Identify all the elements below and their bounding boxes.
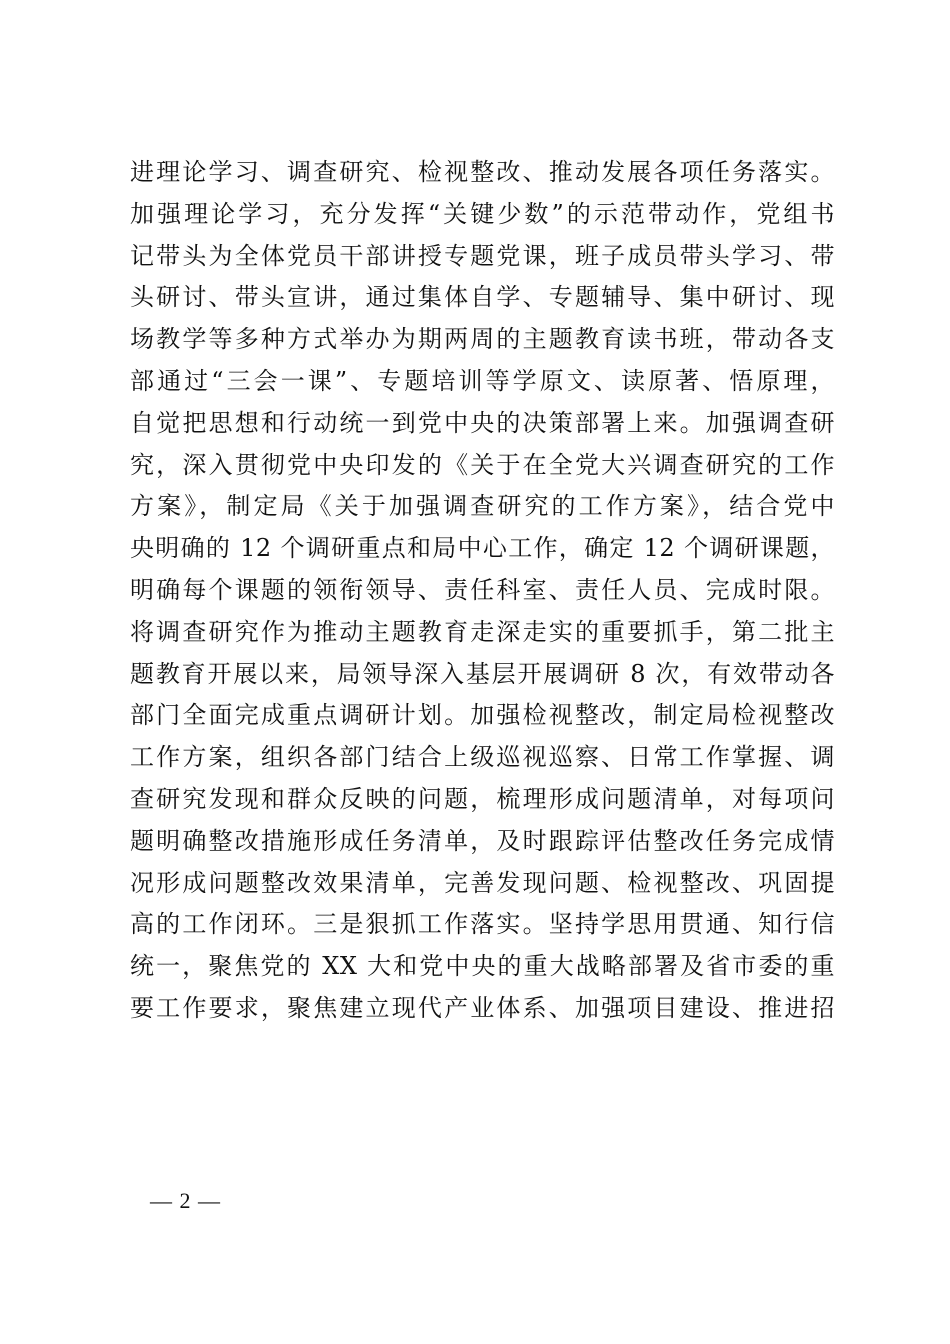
- text-line: 究，深入贯彻党中央印发的《关于在全党大兴调查研究的工作: [130, 450, 835, 479]
- text-line: 方案》，制定局《关于加强调查研究的工作方案》，结合党中: [130, 492, 835, 521]
- text-line: 头研讨、带头宣讲，通过集体自学、专题辅导、集中研讨、现: [130, 283, 835, 312]
- text-line: 统一，聚焦党的 XX 大和党中央的重大战略部署及省市委的重: [130, 952, 835, 981]
- text-line: 场教学等多种方式举办为期两周的主题教育读书班，带动各支: [130, 325, 835, 354]
- text-line: 题明确整改措施形成任务清单，及时跟踪评估整改任务完成情: [130, 826, 835, 855]
- text-line: 进理论学习、调查研究、检视整改、推动发展各项任务落实。: [130, 158, 835, 186]
- text-line: 央明确的 12 个调研重点和局中心工作，确定 12 个调研课题，: [130, 534, 835, 563]
- text-line: 部通过“三会一课”、专题培训等学原文、读原著、悟原理，: [130, 366, 835, 395]
- text-line: 部门全面完成重点调研计划。加强检视整改，制定局检视整改: [130, 701, 835, 730]
- text-line: 要工作要求，聚焦建立现代产业体系、加强项目建设、推进招: [130, 993, 835, 1022]
- text-line: 题教育开展以来，局领导深入基层开展调研 8 次，有效带动各: [130, 659, 835, 688]
- text-line: 明确每个课题的领衔领导、责任科室、责任人员、完成时限。: [130, 575, 835, 604]
- text-line: 自觉把思想和行动统一到党中央的决策部署上来。加强调查研: [130, 408, 835, 437]
- text-line: 加强理论学习，充分发挥“关键少数”的示范带动作，党组书: [130, 199, 835, 228]
- text-line: 况形成问题整改效果清单，完善发现问题、检视整改、巩固提: [130, 868, 835, 897]
- body-text: [130, 152, 835, 1030]
- page-number: — 2 —: [150, 1188, 221, 1213]
- text-line: 将调查研究作为推动主题教育走深走实的重要抓手，第二批主: [130, 617, 835, 646]
- text-line: 高的工作闭环。三是狠抓工作落实。坚持学思用贯通、知行信: [130, 910, 835, 939]
- text-line: 记带头为全体党员干部讲授专题党课，班子成员带头学习、带: [130, 241, 835, 270]
- text-line: 查研究发现和群众反映的问题，梳理形成问题清单，对每项问: [130, 784, 835, 813]
- text-line: 工作方案，组织各部门结合上级巡视巡察、日常工作掌握、调: [130, 743, 835, 772]
